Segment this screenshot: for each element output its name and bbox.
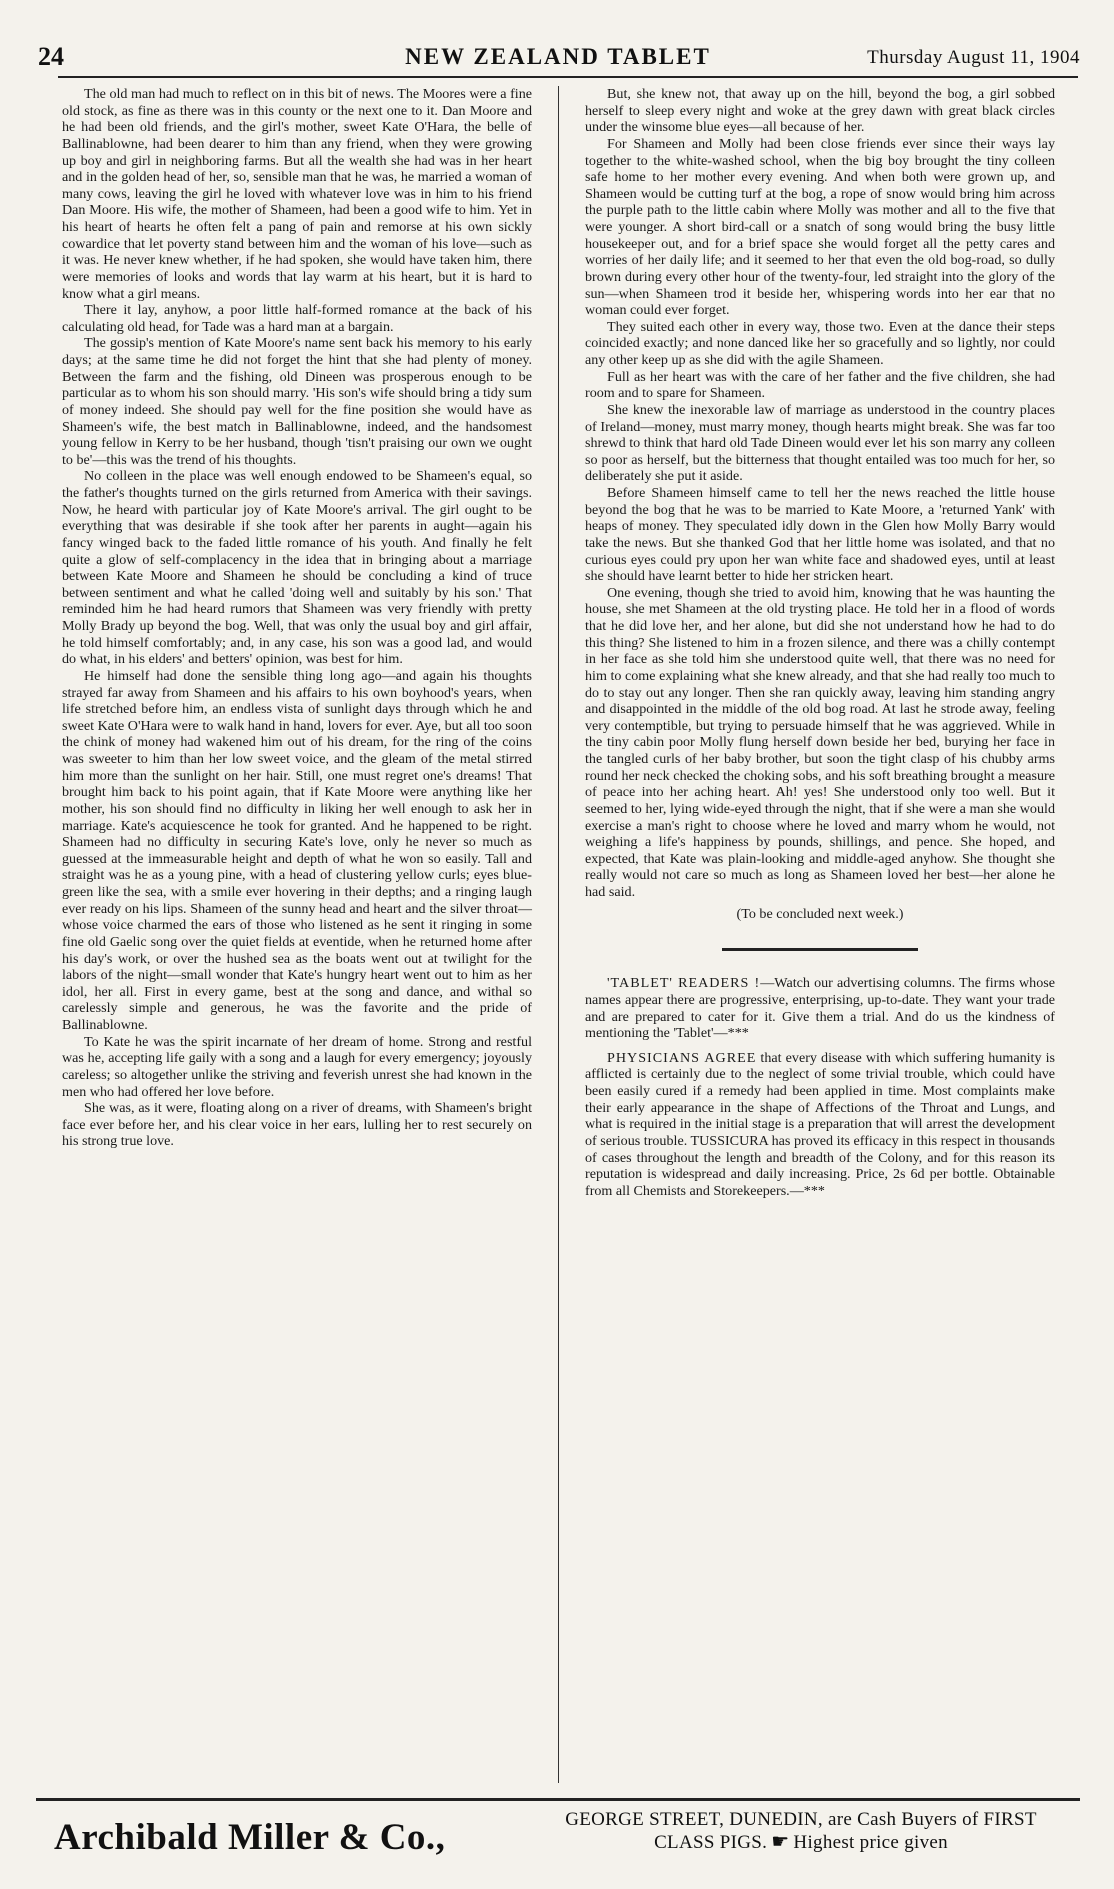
paragraph: The gossip's mention of Kate Moore's name sent back his memory to his early days; at the same time he did not forget the hint that she had plenty of money. Between the farm and the fishing, old Dineen was prosperous enough to be particular as to whom his son should marry. 'His son's wife should bring a tidy sum of money indeed. She should pay well for the fine position she would have as Shameen's wife, the best match in Ballinablowne, indeed, and the handsomest young fellow in Kerry to be her husband, though 'tisn't praising our own we ought to be'—this was the trend of his thoughts. xyxy=(62,335,532,468)
advert-line-2-start: CLASS PIGS. xyxy=(654,1832,768,1853)
right-column xyxy=(585,86,1055,1199)
to-be-concluded: (To be concluded next week.) xyxy=(736,905,904,922)
pointing-hand-icon: ☛ xyxy=(771,1831,790,1853)
section-rule xyxy=(722,948,918,951)
advert-text xyxy=(522,1808,1080,1854)
masthead-rule xyxy=(58,76,1078,78)
paragraph: No colleen in the place was well enough endowed to be Shameen's equal, so the father's thoughts turned on the girls returned from America with their savings. Now, he heard with particular joy of Kate Moore's arrival. The girl ought to be everything that was desirable if she took after her parents in aught—again his fancy winged back to the faded little romance of his youth. And finally he felt quite a glow of self-complacency in the idea that in bringing about a marriage between Kate Moore and Shameen he should be concluding a kind of truce between sentiment and what he called 'doing well and suitably by his son.' That reminded him he had heard rumors that Shameen was very friendly with pretty Molly Brady up beyond the bog. Well, that was only the usual boy and girl affair, he told himself comfortably; and, in any case, his son was a good lad, and would do what, in his elders' and betters' opinion, was best for him. xyxy=(62,468,532,668)
paragraph: But, she knew not, that away up on the hill, beyond the bog, a girl sobbed herself to sleep every night and woke at the grey dawn with great black circles under the winsome blue eyes—all because of her. xyxy=(585,86,1055,136)
paragraph: There it lay, anyhow, a poor little half-formed romance at the back of his calculating old head, for Tade was a hard man at a bargain. xyxy=(62,302,532,335)
advert-rule xyxy=(36,1798,1080,1801)
physicians-notice xyxy=(585,1050,1055,1200)
page-number: 24 xyxy=(38,42,64,71)
paragraph: She knew the inexorable law of marriage as understood in the country places of Ireland—money, must marry money, though hearts might break. She was far too shrewd to think that hard old Tade Dineen would ever let his son marry any colleen so poor as herself, but the bitterness that thought entailed was too much for her, so deliberately she put it aside. xyxy=(585,401,1055,485)
advert-line-2-end: Highest price given xyxy=(793,1832,948,1853)
paragraph: They suited each other in every way, those two. Even at the dance their steps coincided exactly; and none danced like her so gracefully and so lightly, nor could any other keep up as she did with the agile Shameen. xyxy=(585,318,1055,368)
readers-notice xyxy=(585,975,1055,1042)
paragraph: One evening, though she tried to avoid him, knowing that he was haunting the house, she met Shameen at the old trysting place. He told her in a flood of words that he did love her, and her alone, but did she not understand how he had to do this thing? She listened to him in a frozen silence, and there was a chilly contempt in her face as she told him she understood quite well, that there was no need for him to come explaining what she knew already, and that she had really too much to do to stay out any longer. Then she ran quickly away, leaving him standing angry and disappointed in the middle of the old bog road. At last he strode away, feeling very contemptible, but trying to persuade himself that he was aggrieved. While in the tiny cabin poor Molly flung herself down beside her bed, burying her face in the tangled curls of her baby brother, but soon the tight clasp of his chubby arms round her neck checked the choking sobs, and his soft breathing brought a measure of peace into her aching heart. Ah! yes! She understood only too well. But it seemed to her, lying wide-eyed through the night, that if she were a man she would exercise a man's right to choose where he loved and marry whom he would, not weighing a life's happiness by pounds, shillings, and pence. She hoped, and expected, that Kate was plain-looking and middle-aged anyhow. She thought she really would not care so much as long as Shameen loved her best—her alone he had said. xyxy=(585,584,1055,900)
paragraph: She was, as it were, floating along on a river of dreams, with Shameen's bright face ever before her, and his clear voice in her ears, lulling her to rest securely on his strong true love. xyxy=(62,1100,532,1150)
physicians-heading: PHYSICIANS AGREE xyxy=(607,1049,757,1066)
advert-firm-name: Archibald Miller & Co., xyxy=(54,1817,446,1858)
paragraph: He himself had done the sensible thing long ago—and again his thoughts strayed far away from Shameen and his affairs to his own boyhood's years, when life stretched before him, an endless vista of sunlight days through which he and sweet Kate O'Hara were to walk hand in hand, lovers for ever. Aye, but all too soon the chink of money had wakened him out of his dream, for the ring of the coins was sweeter to him than her low sweet voice, and the gleam of the metal stirred him more than the sunlight on her hair. Still, one must regret one's dreams! That brought him back to his point again, that if Kate Moore were anything like her mother, his son should find no difficulty in liking her well enough to ask her in marriage. Kate's acquiescence he took for granted. And he happened to be right. Shameen had no difficulty in securing Kate's love, only he never so much as guessed at the immeasurable height and depth of what he won so easily. Tall and straight was he as a young pine, with a head of clustering yellow curls; eyes blue-green like the sea, with a smile ever hovering in their depths; and a ringing laugh ever ready on his lips. Shameen of the sunny head and heart and the silver throat—whose voice charmed the ears of those who listened as he sent it ringing in some fine old Gaelic song over the quiet fields at eventide, when he returned home after his day's work, or over the hushed sea as the boats went out at twilight for the labors of the night—small wonder that Kate's hungry heart went out to him as her idol, her all. First in every game, best at the song and dance, and withal so carelessly simple and generous, he was the favorite and the pride of Ballinablowne. xyxy=(62,667,532,1033)
advertisement xyxy=(40,1807,1080,1877)
paragraph: Before Shameen himself came to tell her the news reached the little house beyond the bog that he was to be married to Kate Moore, a 'returned Yank' with heaps of money. They speculated idly down in the Glen how Molly Barry would take the news. But she thanked God that her little home was isolated, and that no curious eyes could pry upon her wan white face and shadowed eyes, until at least she should have learnt better to hide her stricken heart. xyxy=(585,485,1055,585)
column-divider xyxy=(558,86,559,1783)
paragraph: For Shameen and Molly had been close friends ever since their ways lay together to the white-washed school, when the big boy brought the tiny colleen safe home to her mother every evening. And when both were grown up, and Shameen would be cutting turf at the bog, a rope of snow would bring him across the purple path to the little cabin where Molly was mother and all to the five that were younger. A short bird-call or a snatch of song would bring the busy little housekeeper out, and for a brief space she would forget all the petty cares and worries of her daily life; and it seemed to her that even the old bog-road, so dully brown during every other hour of the twenty-four, led straight into the glory of the sun—when Shameen trod it beside her, whispering words into her ear that no woman could ever forget. xyxy=(585,135,1055,319)
physicians-body: that every disease with which suffering humanity is afflicted is certainly due to the neglect of some trivial trouble, which could have been easily cured if a remedy had been applied in time. Most complaints make their early appearance in the shape of Affections of the Throat and Lungs, and what is required in the initial stage is a preparation that will arrest the development of serious trouble. TUSSICURA has proved its efficacy in this respect in thousands of cases throughout the length and breadth of the Colony, and for this reason its reputation is widespread and daily increasing. Price, 2s 6d per bottle. Obtainable from all Chemists and Storekeepers.—*** xyxy=(585,1049,1055,1199)
left-column xyxy=(62,86,532,1150)
readers-heading: 'TABLET' READERS ! xyxy=(607,975,761,992)
masthead-bar xyxy=(32,40,1084,74)
paragraph: To Kate he was the spirit incarnate of her dream of home. Strong and restful was he, accepting life gaily with a song and a laugh for every emergency; joyously careless; so altogether unlike the striving and feverish unrest she had known in the men who had offered her love before. xyxy=(62,1033,532,1100)
advert-line-2 xyxy=(522,1831,1080,1854)
advert-line-1: GEORGE STREET, DUNEDIN, are Cash Buyers of FIRST xyxy=(565,1809,1037,1830)
readers-body: —Watch our advertising columns. The firms whose names appear there are progressive, enterprising, up-to-date. They want your trade and are prepared to cater for it. Give them a trial. And do us the kindness of mentioning the 'Tablet'—*** xyxy=(585,975,1055,1042)
paragraph: Full as her heart was with the care of her father and the five children, she had room and to spare for Shameen. xyxy=(585,368,1055,402)
paragraph: The old man had much to reflect on in this bit of news. The Moores were a fine old stock, as fine as there was in this county or the next one to it. Dan Moore and he had been old friends, and the girl's mother, sweet Kate O'Hara, the belle of Ballinablowne, had been dearer to him than any friend, when they were growing up boy and girl in neighboring farms. But all the wealth she had was in her heart and in the golden head of her, so, sensible man that he was, he married a woman of many cows, leaving the girl he loved with whatever love was in him to his friend Dan Moore. His wife, the mother of Shameen, had been a good wife to him. Yet in his heart of hearts he often felt a pang of pain and remorse at his own sickly cowardice that let poverty stand between him and the woman of his love—such as it was. He never knew whether, if he had spoken, she would have taken him, there were memories of looks and words that lay warm at his heart, but it is hard to know what a girl means. xyxy=(62,86,532,302)
issue-date: Thursday August 11, 1904 xyxy=(867,47,1080,68)
masthead-title: NEW ZEALAND TABLET xyxy=(405,44,711,69)
